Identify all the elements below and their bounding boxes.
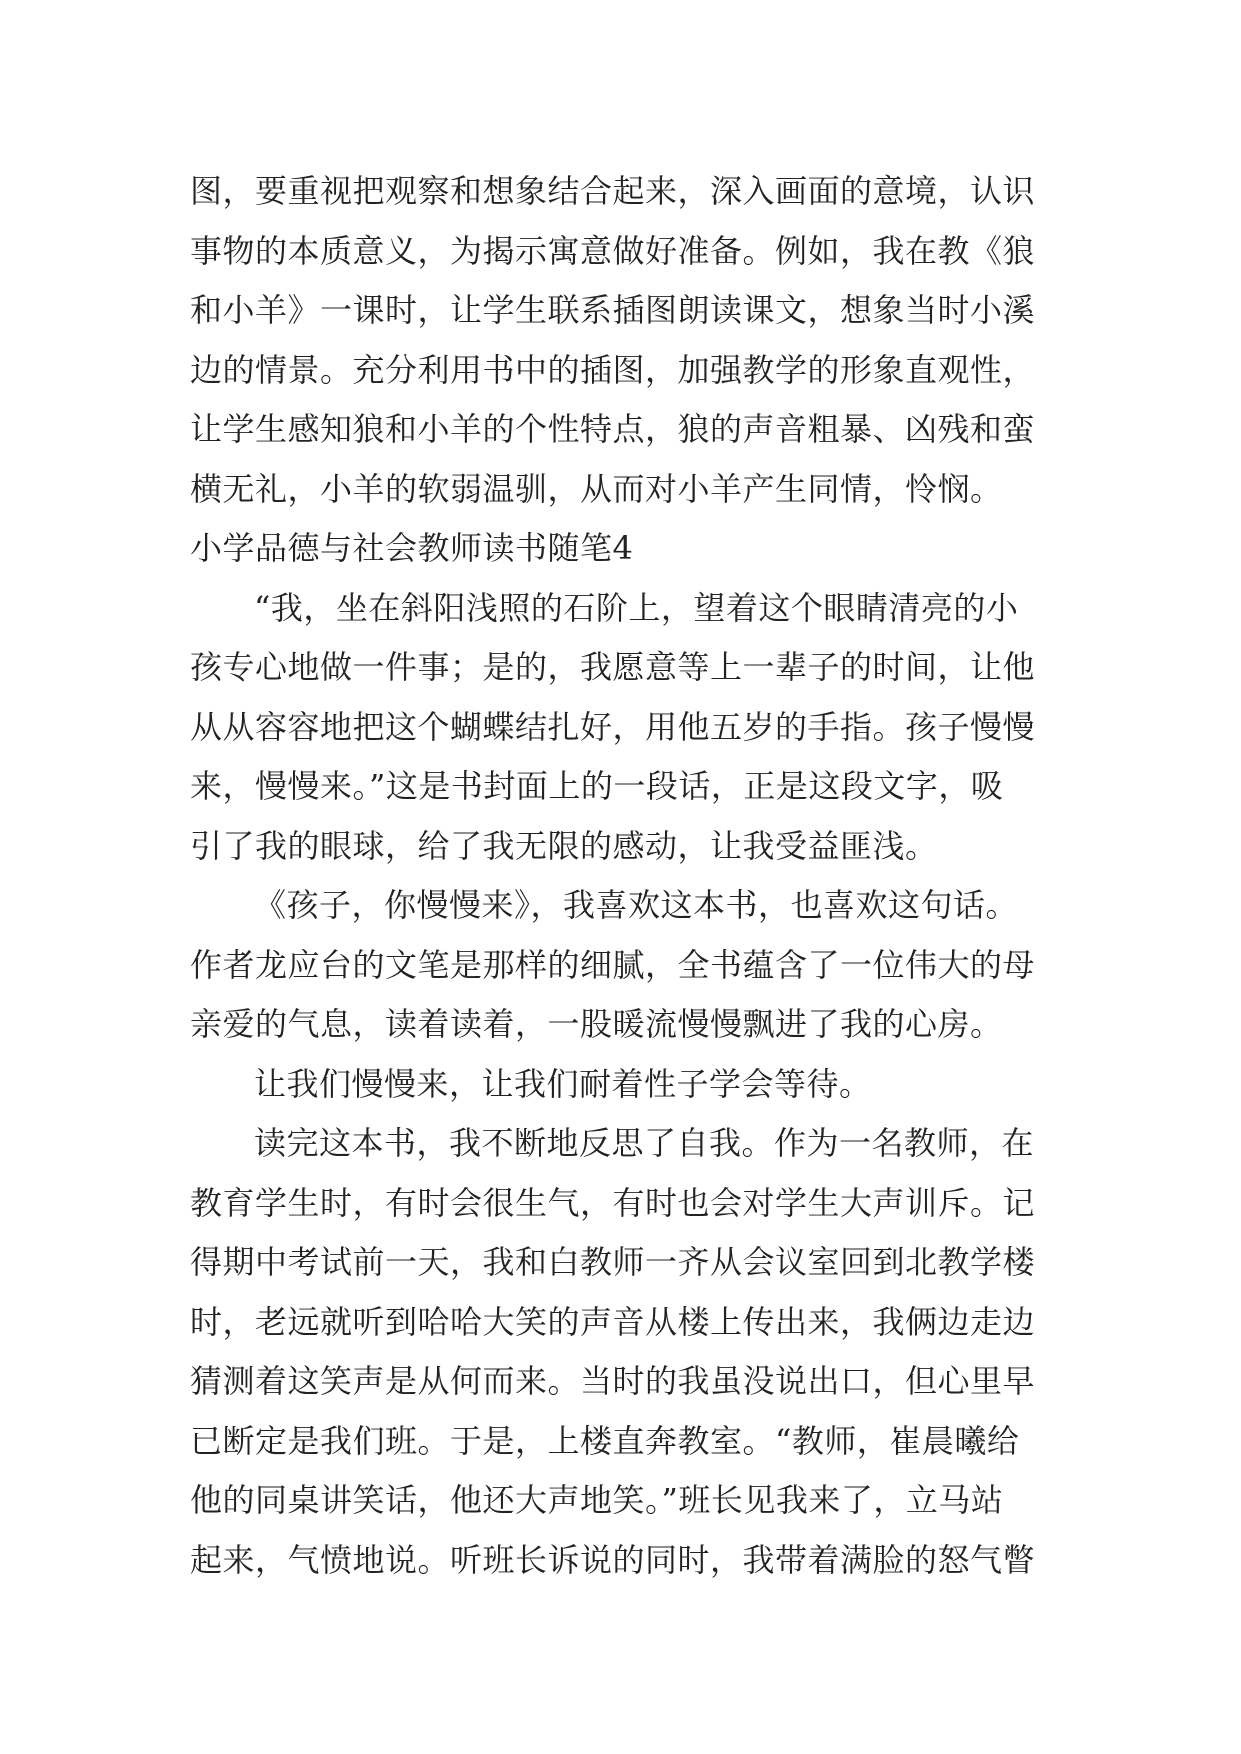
text-line: 让我们慢慢来，让我们耐着性子学会等待。	[254, 1064, 872, 1103]
text-line: 时，老远就听到哈哈大笑的声音从楼上传出来，我俩边走边	[190, 1302, 1036, 1341]
text-line: 事物的本质意义，为揭示寓意做好准备。例如，我在教《狼	[190, 231, 1036, 270]
text-line: 孩专心地做一件事；是的，我愿意等上一辈子的时间，让他	[190, 648, 1036, 686]
text-line: 图，要重视把观察和想象结合起来，深入画面的意境，认识	[190, 172, 1036, 210]
text-line: 横无礼，小羊的软弱温驯，从而对小羊产生同情，怜悯。	[190, 469, 1003, 508]
text-line: 从从容容地把这个蝴蝶结扎好，用他五岁的手指。孩子慢慢	[190, 707, 1036, 746]
text-line: 作者龙应台的文笔是那样的细腻，全书蕴含了一位伟大的母	[190, 945, 1036, 984]
section-heading: 小学品德与社会教师读书随笔4	[190, 529, 634, 567]
text-line: 教育学生时，有时会很生气，有时也会对学生大声训斥。记	[190, 1183, 1036, 1222]
body-text	[190, 162, 1050, 1590]
text-line: 亲爱的气息，读着读着，一股暖流慢慢飘进了我的心房。	[190, 1005, 1003, 1043]
text-line: 他的同桌讲笑话，他还大声地笑。”班长见我来了，立马站	[190, 1481, 1004, 1519]
text-line: 猜测着这笑声是从何而来。当时的我虽没说出口，但心里早	[190, 1362, 1036, 1400]
text-line: 读完这本书，我不断地反思了自我。作为一名教师，在	[254, 1124, 1035, 1162]
text-line: 边的情景。充分利用书中的插图，加强教学的形象直观性，	[190, 350, 1036, 389]
text-line: 和小羊》一课时，让学生联系插图朗读课文，想象当时小溪	[190, 291, 1036, 329]
text-line: “我，坐在斜阳浅照的石阶上，望着这个眼睛清亮的小	[254, 588, 1019, 627]
text-line: 起来，气愤地说。听班长诉说的同时，我带着满脸的怒气瞥	[190, 1540, 1036, 1579]
text-line: 让学生感知狼和小羊的个性特点，狼的声音粗暴、凶残和蛮	[190, 410, 1036, 448]
text-line: 引了我的眼球，给了我无限的感动，让我受益匪浅。	[190, 826, 938, 865]
text-line: 已断定是我们班。于是，上楼直奔教室。“教师，崔晨曦给	[190, 1421, 1020, 1460]
text-line: 来，慢慢来。”这是书封面上的一段话，正是这段文字，吸	[190, 767, 1004, 805]
text-line: 《孩子，你慢慢来》，我喜欢这本书，也喜欢这句话。	[254, 886, 1019, 924]
text-line: 得期中考试前一天，我和白教师一齐从会议室回到北教学楼	[190, 1243, 1036, 1281]
